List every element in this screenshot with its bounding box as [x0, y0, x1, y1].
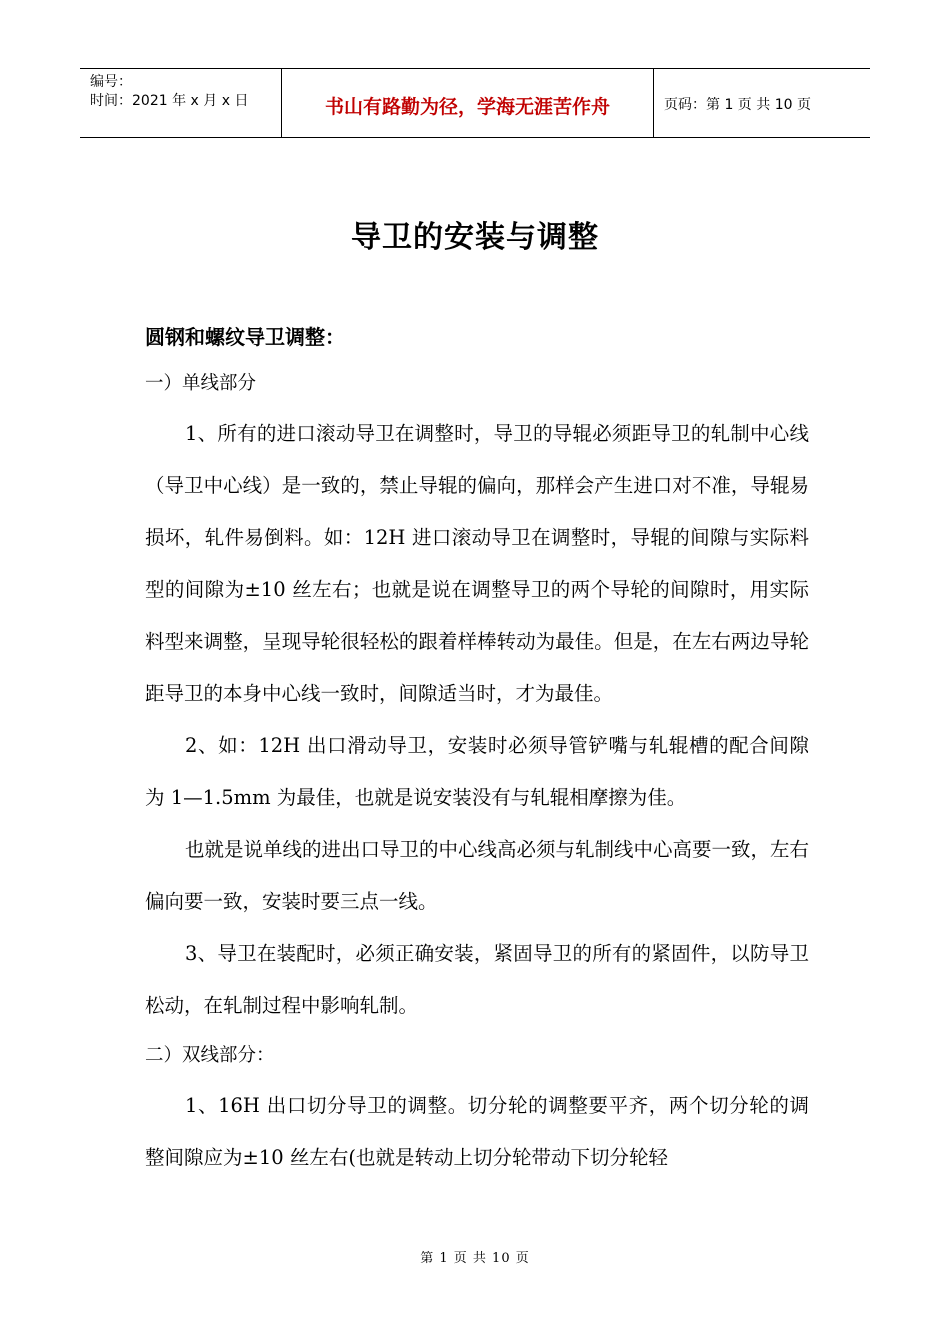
document-header	[80, 68, 870, 138]
section-heading: 圆钢和螺纹导卫调整：	[145, 325, 345, 349]
paragraph: 2、如：12H 出口滑动导卫，安装时必须导管铲嘴与轧辊槽的配合间隙为 1—1.5mm 为最佳，也就是说安装没有与轧辊相摩擦为佳。	[145, 734, 809, 809]
part2-heading: 二）双线部分：	[145, 1045, 275, 1066]
document-body	[145, 314, 809, 1184]
header-motto-cell	[281, 69, 654, 137]
motto-text: 书山有路勤为径，学海无涯苦作舟	[324, 95, 610, 118]
header-page-cell	[654, 69, 870, 137]
header-left-cell	[80, 69, 281, 137]
paragraph: 1、所有的进口滚动导卫在调整时，导卫的导辊必须距导卫的轧制中心线（导卫中心线）是一致的，禁止导辊的偏向，那样会产生进口对不准，导辊易损坏，轧件易倒料。如：12H 进口滚动导卫在调整时，导辊的间隙与实际料型的间隙为±10 丝左右；也就是说在调整导卫的两个导轮的间隙时，用实际料型来调整，呈现导轮很轻松的跟着样棒转动为最佳。但是，在左右两边导轮距导卫的本身中心线一致时，间隙适当时，才为最佳。	[145, 422, 809, 705]
part1-heading: 一）单线部分	[145, 373, 257, 394]
page-footer: 第 1 页 共 10 页	[420, 1251, 530, 1266]
date-label: 时间：2021 年 x 月 x 日	[90, 93, 249, 109]
page-info: 页码：第 1 页 共 10 页	[664, 97, 811, 113]
document-title: 导卫的安装与调整	[351, 220, 599, 255]
paragraph: 3、导卫在装配时，必须正确安装，紧固导卫的所有的紧固件，以防导卫松动，在轧制过程中影响轧制。	[145, 942, 809, 1017]
number-label: 编号：	[90, 74, 132, 90]
paragraph: 1、16H 出口切分导卫的调整。切分轮的调整要平齐，两个切分轮的调整间隙应为±10 丝左右(也就是转动上切分轮带动下切分轮轻	[145, 1094, 809, 1169]
paragraph: 也就是说单线的进出口导卫的中心线高必须与轧制线中心高要一致，左右偏向要一致，安装时要三点一线。	[145, 838, 810, 913]
